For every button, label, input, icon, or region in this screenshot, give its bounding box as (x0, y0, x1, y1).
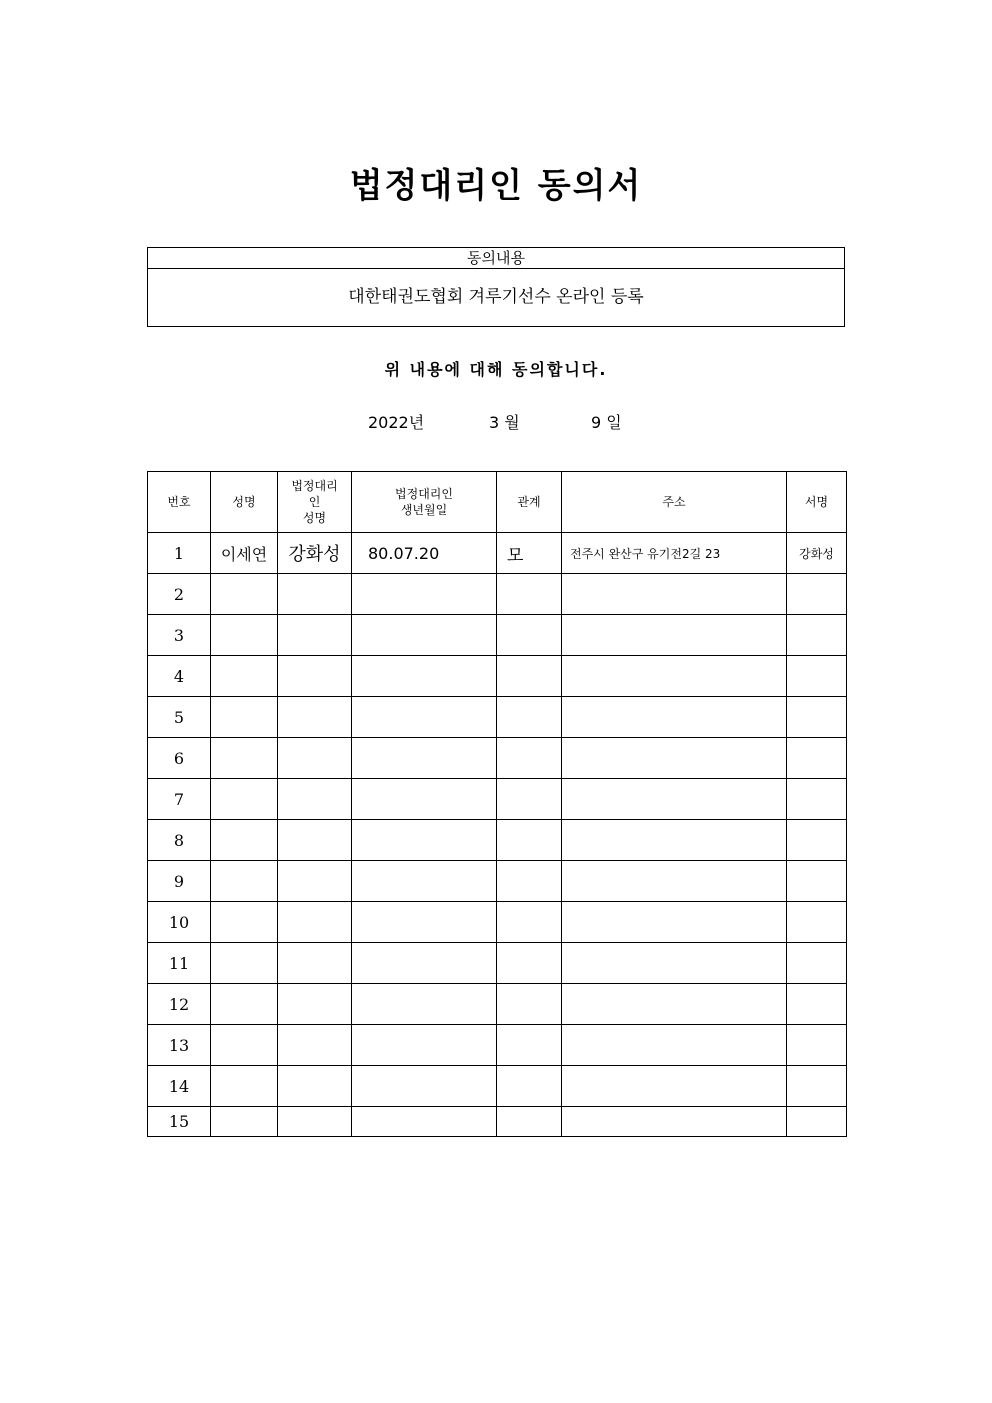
cell-address (562, 1107, 787, 1137)
table-row (148, 1066, 847, 1107)
cell-number: 2 (148, 574, 211, 615)
registration-table (147, 471, 847, 1137)
cell-number: 5 (148, 697, 211, 738)
cell-signature (787, 820, 847, 861)
cell-name (211, 574, 278, 615)
cell-relation (497, 902, 562, 943)
header-rep-birth-line2: 생년월일 (400, 503, 448, 517)
cell-rep-birth (352, 861, 497, 902)
cell-relation (497, 738, 562, 779)
cell-relation: 모 (497, 533, 562, 574)
cell-relation (497, 861, 562, 902)
cell-number: 1 (148, 533, 211, 574)
cell-signature (787, 779, 847, 820)
cell-number: 12 (148, 984, 211, 1025)
consent-header: 동의내용 (148, 248, 844, 269)
cell-name (211, 943, 278, 984)
cell-address (562, 902, 787, 943)
cell-relation (497, 574, 562, 615)
cell-rep-name (278, 902, 352, 943)
header-address: 주소 (562, 472, 787, 533)
header-signature: 서명 (787, 472, 847, 533)
table-row (148, 574, 847, 615)
cell-signature (787, 902, 847, 943)
cell-relation (497, 820, 562, 861)
cell-rep-birth (352, 984, 497, 1025)
consent-content: 대한태권도협회 겨루기선수 온라인 등록 (348, 287, 644, 307)
cell-name (211, 984, 278, 1025)
cell-relation (497, 1066, 562, 1107)
header-rep-name-line2: 인 (308, 495, 321, 509)
table-row (148, 779, 847, 820)
cell-signature (787, 697, 847, 738)
cell-rep-name (278, 820, 352, 861)
table-row (148, 533, 847, 574)
table-row (148, 1025, 847, 1066)
header-relation: 관계 (497, 472, 562, 533)
header-number: 번호 (148, 472, 211, 533)
cell-rep-birth (352, 820, 497, 861)
cell-relation (497, 615, 562, 656)
cell-number: 8 (148, 820, 211, 861)
cell-rep-name: 강화성 (278, 533, 352, 574)
cell-name (211, 1025, 278, 1066)
cell-name (211, 902, 278, 943)
table-row (148, 1107, 847, 1137)
cell-address (562, 943, 787, 984)
table-row (148, 902, 847, 943)
cell-rep-name (278, 861, 352, 902)
cell-name (211, 738, 278, 779)
header-rep-name-line1: 법정대리 (291, 479, 338, 493)
cell-number: 10 (148, 902, 211, 943)
header-name: 성명 (211, 472, 278, 533)
cell-name (211, 697, 278, 738)
header-rep-name (278, 472, 352, 533)
cell-rep-birth (352, 1066, 497, 1107)
cell-signature (787, 984, 847, 1025)
cell-name (211, 1107, 278, 1137)
table-row (148, 615, 847, 656)
cell-number: 7 (148, 779, 211, 820)
cell-relation (497, 1107, 562, 1137)
cell-rep-name (278, 656, 352, 697)
date-day: 9 일 (591, 413, 622, 432)
table-row (148, 943, 847, 984)
cell-number: 4 (148, 656, 211, 697)
cell-signature (787, 574, 847, 615)
cell-relation (497, 697, 562, 738)
cell-rep-name (278, 779, 352, 820)
cell-signature (787, 1107, 847, 1137)
cell-rep-name (278, 615, 352, 656)
cell-relation (497, 1025, 562, 1066)
cell-name (211, 779, 278, 820)
table-row (148, 656, 847, 697)
cell-address (562, 820, 787, 861)
cell-address (562, 656, 787, 697)
cell-rep-birth (352, 656, 497, 697)
consent-box (147, 247, 845, 327)
cell-relation (497, 943, 562, 984)
cell-number: 15 (148, 1107, 211, 1137)
cell-address (562, 615, 787, 656)
cell-name (211, 615, 278, 656)
table-row (148, 820, 847, 861)
header-rep-name-line3: 성명 (302, 511, 327, 525)
cell-signature (787, 943, 847, 984)
cell-rep-name (278, 943, 352, 984)
agreement-statement: 위 내용에 대해 동의합니다. (384, 360, 608, 379)
cell-address: 전주시 완산구 유기전2길 23 (562, 533, 787, 574)
header-rep-birth-line1: 법정대리인 (395, 487, 453, 501)
cell-rep-birth: 80.07.20 (352, 533, 497, 574)
date-line (0, 410, 992, 434)
cell-rep-name (278, 697, 352, 738)
cell-rep-name (278, 1025, 352, 1066)
cell-name: 이세연 (211, 533, 278, 574)
table-body (148, 533, 847, 1137)
cell-name (211, 656, 278, 697)
cell-signature (787, 861, 847, 902)
cell-rep-name (278, 1066, 352, 1107)
cell-number: 3 (148, 615, 211, 656)
cell-name (211, 861, 278, 902)
cell-address (562, 1025, 787, 1066)
date-year: 2022년 (368, 413, 425, 432)
cell-signature (787, 615, 847, 656)
cell-relation (497, 779, 562, 820)
cell-address (562, 779, 787, 820)
cell-rep-birth (352, 943, 497, 984)
cell-address (562, 738, 787, 779)
cell-rep-birth (352, 615, 497, 656)
cell-address (562, 861, 787, 902)
table-row (148, 738, 847, 779)
document-title: 법정대리인 동의서 (349, 166, 643, 206)
cell-rep-birth (352, 902, 497, 943)
cell-relation (497, 656, 562, 697)
table-row (148, 984, 847, 1025)
cell-rep-name (278, 1107, 352, 1137)
cell-number: 13 (148, 1025, 211, 1066)
cell-name (211, 1066, 278, 1107)
table-row (148, 697, 847, 738)
date-month: 3 월 (489, 413, 520, 432)
cell-signature (787, 1066, 847, 1107)
cell-signature (787, 738, 847, 779)
cell-signature (787, 1025, 847, 1066)
cell-rep-birth (352, 738, 497, 779)
cell-address (562, 1066, 787, 1107)
cell-rep-birth (352, 1107, 497, 1137)
cell-rep-name (278, 574, 352, 615)
cell-number: 6 (148, 738, 211, 779)
cell-rep-birth (352, 779, 497, 820)
cell-number: 9 (148, 861, 211, 902)
cell-number: 14 (148, 1066, 211, 1107)
cell-address (562, 984, 787, 1025)
cell-rep-birth (352, 1025, 497, 1066)
cell-signature (787, 656, 847, 697)
table-row (148, 861, 847, 902)
cell-address (562, 574, 787, 615)
cell-rep-name (278, 738, 352, 779)
cell-relation (497, 984, 562, 1025)
cell-number: 11 (148, 943, 211, 984)
cell-name (211, 820, 278, 861)
cell-rep-birth (352, 697, 497, 738)
table-header-row (148, 472, 847, 533)
cell-rep-name (278, 984, 352, 1025)
cell-signature: 강화성 (787, 533, 847, 574)
cell-address (562, 697, 787, 738)
header-rep-birth (352, 472, 497, 533)
cell-rep-birth (352, 574, 497, 615)
